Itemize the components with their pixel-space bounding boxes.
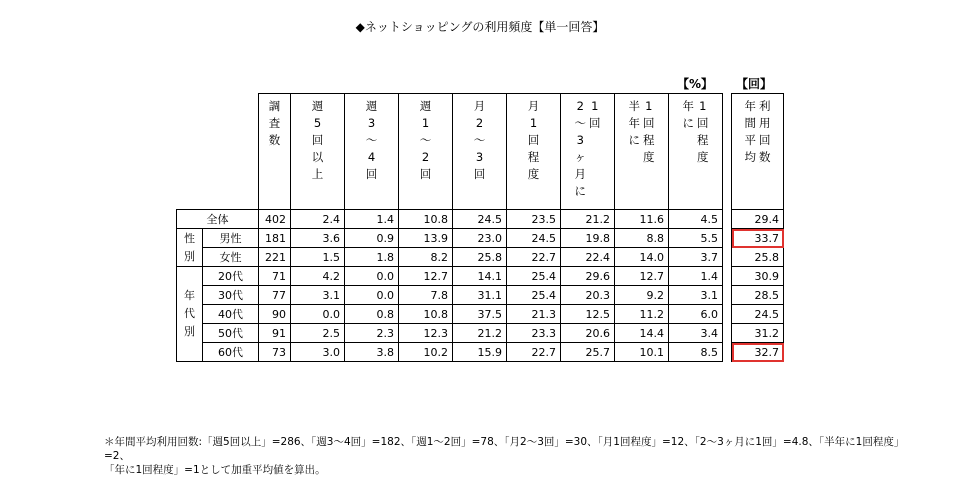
- annual-row: [732, 343, 784, 362]
- header-char: 回: [473, 167, 486, 181]
- table-cell: 10.2: [399, 343, 453, 362]
- table-cell: 10.8: [399, 210, 453, 229]
- table-cell: 11.6: [615, 210, 669, 229]
- table-cell: 0.0: [291, 305, 345, 324]
- header-char: 回: [643, 116, 655, 130]
- table-cell: 14.0: [615, 248, 669, 267]
- table-row: [177, 210, 723, 229]
- table-cell: 71: [259, 267, 291, 286]
- table-cell: 29.6: [561, 267, 615, 286]
- column-header-0: [259, 94, 291, 210]
- header-char: 平: [744, 133, 756, 147]
- table-cell: 23.0: [453, 229, 507, 248]
- header-char: 〜: [574, 116, 586, 130]
- column-header-text-8-col-0: [697, 98, 709, 166]
- table-cell: 3.4: [669, 324, 723, 343]
- header-char: 2: [475, 116, 484, 130]
- header-char: 週: [311, 99, 324, 113]
- table-cell: 402: [259, 210, 291, 229]
- table-cell: 3.7: [669, 248, 723, 267]
- column-header-text-0: [269, 98, 281, 149]
- table-cell: 10.8: [399, 305, 453, 324]
- average-cell: 31.2: [732, 324, 784, 343]
- header-char: 利: [759, 99, 771, 113]
- header-char: に: [682, 116, 694, 130]
- row-label: 40代: [203, 305, 259, 324]
- table-cell: 4.5: [669, 210, 723, 229]
- header-char: 程: [697, 133, 709, 147]
- table-cell: 12.7: [399, 267, 453, 286]
- header-char: 月: [527, 99, 540, 113]
- header-char: 数: [759, 150, 771, 164]
- table-row: [177, 267, 723, 286]
- column-header-text-8: [683, 98, 709, 166]
- column-header-text-3: [420, 98, 432, 183]
- group-label-char: 代: [184, 307, 195, 320]
- table-cell: 25.4: [507, 267, 561, 286]
- header-char: 週: [419, 99, 432, 113]
- header-char: 回: [697, 116, 709, 130]
- column-header-text-6: [575, 98, 601, 200]
- average-cell: 25.8: [732, 248, 784, 267]
- page-title: ◆ネットショッピングの利用頻度【単一回答】: [355, 20, 605, 34]
- table-cell: 25.7: [561, 343, 615, 362]
- header-char: 回: [589, 116, 601, 130]
- header-char: に: [574, 184, 586, 198]
- column-header-text-8-col-1: [683, 98, 695, 166]
- frequency-table-body: [177, 94, 723, 362]
- annual-row: [732, 305, 784, 324]
- header-char: 年: [628, 116, 640, 130]
- table-cell: 12.3: [399, 324, 453, 343]
- header-char: 用: [759, 116, 771, 130]
- header-row: [177, 94, 723, 210]
- table-cell: 77: [259, 286, 291, 305]
- table-row: [177, 343, 723, 362]
- column-header-text-7: [629, 98, 655, 166]
- table-cell: 4.2: [291, 267, 345, 286]
- row-label: 全体: [177, 210, 259, 229]
- table-cell: 73: [259, 343, 291, 362]
- header-char: 1: [529, 116, 538, 130]
- column-header-text-4: [474, 98, 486, 183]
- table-cell: 181: [259, 229, 291, 248]
- table-cell: 25.8: [453, 248, 507, 267]
- header-char: 度: [527, 167, 540, 181]
- header-char: 2: [421, 150, 430, 164]
- header-char: 半: [628, 99, 640, 113]
- table-cell: 15.9: [453, 343, 507, 362]
- header-char: 1: [421, 116, 430, 130]
- highlighted-average-cell: 32.7: [732, 343, 784, 362]
- footnote: [104, 435, 924, 477]
- table-cell: 22.4: [561, 248, 615, 267]
- table-cell: 0.0: [345, 286, 399, 305]
- table-cell: 24.5: [507, 229, 561, 248]
- group-label-char: 性: [184, 231, 195, 245]
- column-header-text-5: [528, 98, 540, 183]
- table-cell: 31.1: [453, 286, 507, 305]
- table-cell: 14.4: [615, 324, 669, 343]
- annual-row: [732, 248, 784, 267]
- header-char: 調: [268, 99, 281, 113]
- column-header-5: [507, 94, 561, 210]
- header-char: 週: [365, 99, 378, 113]
- column-header-4: [453, 94, 507, 210]
- table-cell: 91: [259, 324, 291, 343]
- annual-average-header: [732, 94, 784, 210]
- header-char: 月: [574, 167, 586, 181]
- group-label-char: 別: [184, 249, 195, 263]
- column-header-6: [561, 94, 615, 210]
- header-char: 5: [313, 116, 322, 130]
- table-cell: 7.8: [399, 286, 453, 305]
- table-cell: 0.0: [345, 267, 399, 286]
- table-cell: 0.9: [345, 229, 399, 248]
- group-label-char: 年: [184, 289, 195, 302]
- row-label: 男性: [203, 229, 259, 248]
- header-char: 2: [576, 99, 584, 113]
- row-label: 50代: [203, 324, 259, 343]
- row-label: 60代: [203, 343, 259, 362]
- header-char: 度: [697, 150, 709, 164]
- header-char: 上: [311, 167, 324, 181]
- annual-row: [732, 229, 784, 248]
- row-label: 30代: [203, 286, 259, 305]
- column-header-text-7-col-0: [643, 98, 655, 166]
- annual-row: [732, 324, 784, 343]
- annual-row: [732, 210, 784, 229]
- table-cell: 1.4: [669, 267, 723, 286]
- header-char: 回: [759, 133, 771, 147]
- column-header-text-5-col-0: [528, 98, 540, 183]
- unit-label-percent: 【%】: [677, 77, 714, 91]
- annual-average-header-text: [745, 98, 771, 166]
- average-cell: 24.5: [732, 305, 784, 324]
- table-cell: 3.1: [291, 286, 345, 305]
- table-cell: 3.6: [291, 229, 345, 248]
- unit-label-times: 【回】: [736, 77, 773, 91]
- table-cell: 2.5: [291, 324, 345, 343]
- average-cell: 28.5: [732, 286, 784, 305]
- header-char: 〜: [365, 133, 378, 147]
- column-header-text-3-col-0: [420, 98, 432, 183]
- column-header-text-0-col-0: [269, 98, 281, 149]
- header-char: 3: [367, 116, 376, 130]
- table-cell: 221: [259, 248, 291, 267]
- header-char: 度: [643, 150, 655, 164]
- table-cell: 23.5: [507, 210, 561, 229]
- header-char: 回: [311, 133, 324, 147]
- header-char: 1: [645, 99, 653, 113]
- header-blank-cell: [177, 94, 259, 210]
- annual-row: [732, 286, 784, 305]
- header-char: 4: [367, 150, 376, 164]
- header-char: 数: [268, 133, 281, 147]
- table-cell: 90: [259, 305, 291, 324]
- header-char: 間: [744, 116, 756, 130]
- table-cell: 1.4: [345, 210, 399, 229]
- table-cell: 13.9: [399, 229, 453, 248]
- row-label: 女性: [203, 248, 259, 267]
- header-char: 3: [475, 150, 484, 164]
- annual-header-row: [732, 94, 784, 210]
- table-cell: 12.7: [615, 267, 669, 286]
- frequency-table: [176, 93, 723, 362]
- group-label-char: 別: [184, 325, 195, 338]
- table-cell: 24.5: [453, 210, 507, 229]
- annual-average-table: [731, 93, 784, 362]
- column-header-1: [291, 94, 345, 210]
- header-char: 程: [643, 133, 655, 147]
- table-row: [177, 248, 723, 267]
- table-row: [177, 324, 723, 343]
- header-char: 回: [527, 133, 540, 147]
- average-cell: 30.9: [732, 267, 784, 286]
- table-cell: 8.2: [399, 248, 453, 267]
- header-char: ヶ: [574, 150, 586, 164]
- column-header-text-6-col-0: [589, 98, 601, 200]
- group-label-age: [177, 267, 203, 362]
- table-cell: 14.1: [453, 267, 507, 286]
- table-cell: 9.2: [615, 286, 669, 305]
- table-cell: 3.1: [669, 286, 723, 305]
- table-cell: 22.7: [507, 343, 561, 362]
- row-label: 20代: [203, 267, 259, 286]
- annual-row: [732, 267, 784, 286]
- table-row: [177, 286, 723, 305]
- table-cell: 3.8: [345, 343, 399, 362]
- table-cell: 3.0: [291, 343, 345, 362]
- annual-average-table-body: [732, 94, 784, 362]
- table-cell: 21.2: [561, 210, 615, 229]
- header-char: 年: [682, 99, 694, 113]
- table-cell: 2.4: [291, 210, 345, 229]
- column-header-text-7-col-1: [629, 98, 641, 166]
- header-char: 査: [268, 116, 281, 130]
- header-char: 1: [591, 99, 599, 113]
- table-cell: 1.8: [345, 248, 399, 267]
- header-char: 以: [311, 150, 324, 164]
- table-cell: 21.2: [453, 324, 507, 343]
- annual-average-header-text-col-0: [759, 98, 771, 166]
- header-char: 3: [576, 133, 584, 147]
- header-char: 月: [473, 99, 486, 113]
- table-cell: 19.8: [561, 229, 615, 248]
- table-cell: 5.5: [669, 229, 723, 248]
- footnote-line-1: ＊年間平均利用回数:「週5回以上」=286、「週3〜4回」=182、「週1〜2回」=78、「月2〜3回」=30、「月1回程度」=12、「2〜3ヶ月に1回」=4.8、「半年に1回程度」=2、: [104, 436, 905, 462]
- column-header-3: [399, 94, 453, 210]
- table-cell: 8.5: [669, 343, 723, 362]
- table-cell: 21.3: [507, 305, 561, 324]
- group-label-sex: [177, 229, 203, 267]
- header-char: 〜: [473, 133, 486, 147]
- table-cell: 20.6: [561, 324, 615, 343]
- highlighted-average-cell: 33.7: [732, 229, 784, 248]
- column-header-text-2-col-0: [366, 98, 378, 183]
- column-header-text-6-col-1: [575, 98, 587, 200]
- table-cell: 2.3: [345, 324, 399, 343]
- table-cell: 22.7: [507, 248, 561, 267]
- table-cell: 37.5: [453, 305, 507, 324]
- table-cell: 11.2: [615, 305, 669, 324]
- annual-average-header-text-col-1: [745, 98, 757, 166]
- column-header-text-4-col-0: [474, 98, 486, 183]
- column-header-text-1: [312, 98, 324, 183]
- table-cell: 0.8: [345, 305, 399, 324]
- table-cell: 6.0: [669, 305, 723, 324]
- table-cell: 1.5: [291, 248, 345, 267]
- column-header-7: [615, 94, 669, 210]
- table-cell: 10.1: [615, 343, 669, 362]
- header-char: 年: [744, 99, 756, 113]
- table-cell: 8.8: [615, 229, 669, 248]
- header-char: に: [628, 133, 640, 147]
- table-cell: 12.5: [561, 305, 615, 324]
- column-header-text-1-col-0: [312, 98, 324, 183]
- header-char: 〜: [419, 133, 432, 147]
- column-header-2: [345, 94, 399, 210]
- table-row: [177, 305, 723, 324]
- average-cell: 29.4: [732, 210, 784, 229]
- table-cell: 23.3: [507, 324, 561, 343]
- header-char: 程: [527, 150, 540, 164]
- header-char: 回: [419, 167, 432, 181]
- header-char: 均: [744, 150, 756, 164]
- table-row: [177, 229, 723, 248]
- column-header-text-2: [366, 98, 378, 183]
- header-char: 1: [699, 99, 707, 113]
- table-cell: 20.3: [561, 286, 615, 305]
- table-cell: 25.4: [507, 286, 561, 305]
- column-header-8: [669, 94, 723, 210]
- header-char: 回: [365, 167, 378, 181]
- footnote-line-2: 「年に1回程度」=1として加重平均値を算出。: [104, 464, 326, 476]
